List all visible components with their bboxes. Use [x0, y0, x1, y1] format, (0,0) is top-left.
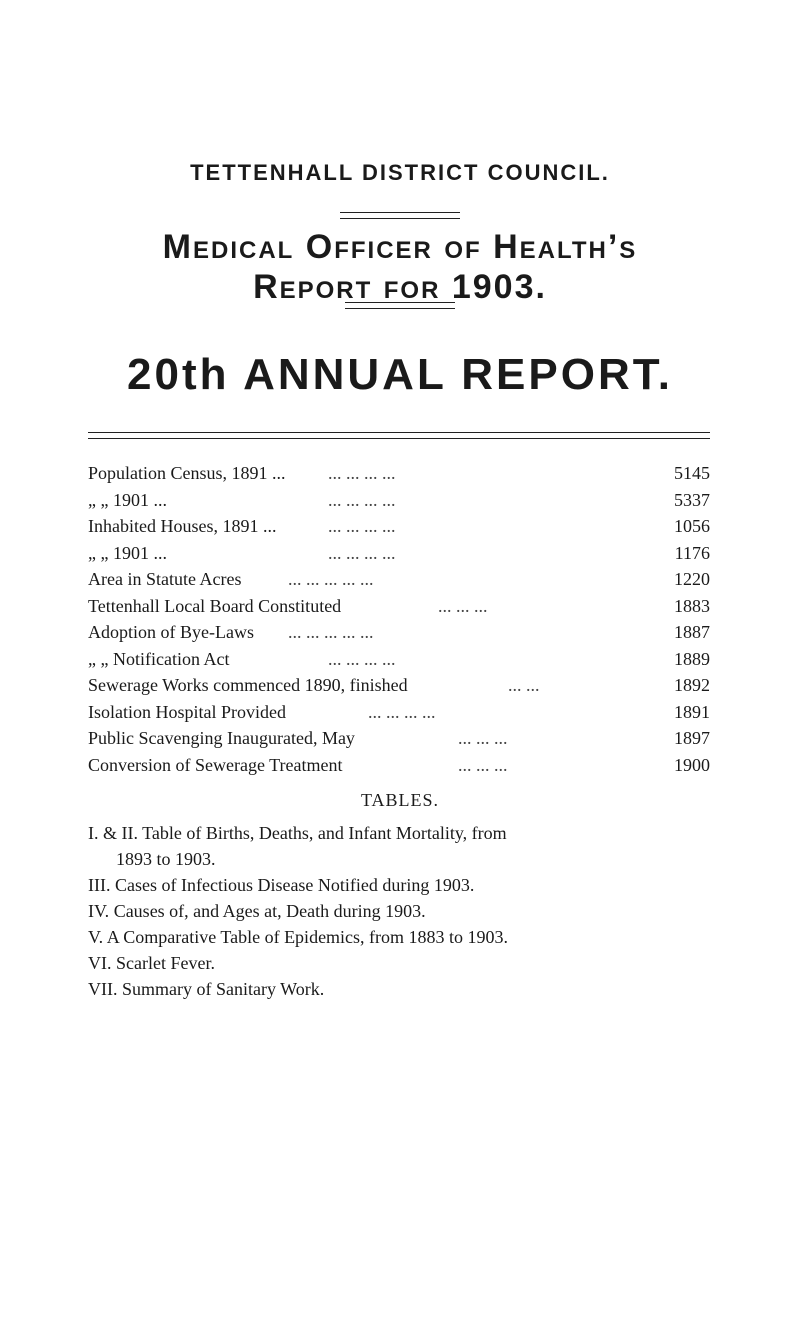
table-item-text: A Comparative Table of Epidemics, from 1883 to 1903.	[106, 927, 509, 947]
table-item	[88, 924, 768, 950]
table-item	[88, 872, 768, 898]
stat-value: 1891	[674, 701, 710, 722]
stat-row	[88, 619, 710, 646]
stat-dots: ... ... ... ...	[368, 701, 436, 722]
table-item-text: Summary of Sanitary Work.	[122, 979, 325, 999]
table-item-continuation: 1893 to 1903.	[116, 849, 216, 869]
stat-value: 1220	[674, 569, 710, 589]
stat-label: Inhabited Houses, 1891 ...	[88, 516, 277, 536]
stat-dots: ... ... ... ...	[328, 648, 396, 669]
stat-label: „ „ 1901 ...	[88, 489, 167, 510]
stat-value: 1889	[674, 648, 710, 669]
stat-row	[88, 646, 710, 673]
stat-label: Public Scavenging Inaugurated, May	[88, 728, 355, 748]
table-item-number: VI.	[88, 953, 112, 973]
table-item-text: Causes of, and Ages at, Death during 1903.	[113, 901, 426, 921]
stat-dots: ... ... ... ...	[328, 542, 396, 563]
stat-label: Adoption of Bye-Laws	[88, 622, 254, 642]
council-heading: TETTENHALL DISTRICT COUNCIL.	[190, 160, 610, 185]
stat-label: Conversion of Sewerage Treatment	[88, 754, 343, 775]
table-item-text: Table of Births, Deaths, and Infant Mortality, from	[142, 823, 507, 843]
stat-dots: ... ...	[508, 675, 540, 695]
stat-value: 5337	[674, 489, 710, 510]
table-item-number: V.	[88, 927, 104, 947]
tables-heading: TABLES.	[360, 790, 440, 810]
table-item	[88, 898, 768, 924]
stat-dots: ... ... ... ... ...	[288, 569, 374, 589]
table-item-text: Cases of Infectious Disease Notified during 1903.	[114, 875, 475, 895]
stat-value: 1176	[674, 542, 710, 563]
stat-dots: ... ... ... ...	[328, 516, 396, 536]
stat-label: „ „ Notification Act	[88, 648, 230, 669]
stat-value: 1897	[674, 728, 710, 748]
stat-label: Area in Statute Acres	[88, 569, 242, 589]
tables-list	[88, 820, 768, 1002]
table-item	[88, 820, 768, 872]
table-item-number: I. & II.	[88, 823, 138, 843]
stat-label: Sewerage Works commenced 1890, finished	[88, 675, 408, 695]
stat-dots: ... ... ...	[458, 728, 508, 748]
stat-dots: ... ... ... ... ...	[288, 622, 374, 642]
stat-label: Isolation Hospital Provided	[88, 701, 286, 722]
table-item	[88, 976, 768, 1002]
stat-row	[88, 752, 710, 779]
rule-wide	[88, 432, 710, 439]
rule-middle	[345, 302, 455, 309]
stat-label: Population Census, 1891 ...	[88, 463, 286, 483]
stat-row	[88, 487, 710, 514]
stat-value: 1056	[674, 516, 710, 536]
stat-dots: ... ... ... ...	[328, 463, 396, 483]
report-title-line1: Medical Officer of Health’s	[162, 228, 638, 266]
stat-row	[88, 699, 710, 726]
statistics-list	[88, 460, 710, 778]
stat-row	[88, 672, 710, 699]
report-title-line2: Report for 1903.	[253, 268, 547, 306]
stat-value: 5145	[674, 463, 710, 483]
stat-value: 1892	[674, 675, 710, 695]
table-item-text: Scarlet Fever.	[116, 953, 215, 973]
stat-row	[88, 460, 710, 487]
stat-value: 1887	[674, 622, 710, 642]
table-item-number: VII.	[88, 979, 118, 999]
stat-label: „ „ 1901 ...	[88, 542, 167, 563]
stat-value: 1883	[674, 595, 710, 616]
stat-row	[88, 593, 710, 620]
table-item-number: IV.	[88, 901, 110, 921]
stat-dots: ... ... ...	[438, 595, 488, 616]
stat-row	[88, 513, 710, 540]
stat-dots: ... ... ...	[458, 754, 508, 775]
stat-row	[88, 725, 710, 752]
annual-report-heading: 20th ANNUAL REPORT.	[127, 350, 673, 399]
table-item-number: III.	[88, 875, 111, 895]
stat-label: Tettenhall Local Board Constituted	[88, 595, 342, 616]
stat-dots: ... ... ... ...	[328, 489, 396, 510]
stat-value: 1900	[674, 754, 710, 775]
table-item	[88, 950, 768, 976]
rule-top	[340, 212, 460, 219]
stat-row	[88, 540, 710, 567]
stat-row	[88, 566, 710, 593]
